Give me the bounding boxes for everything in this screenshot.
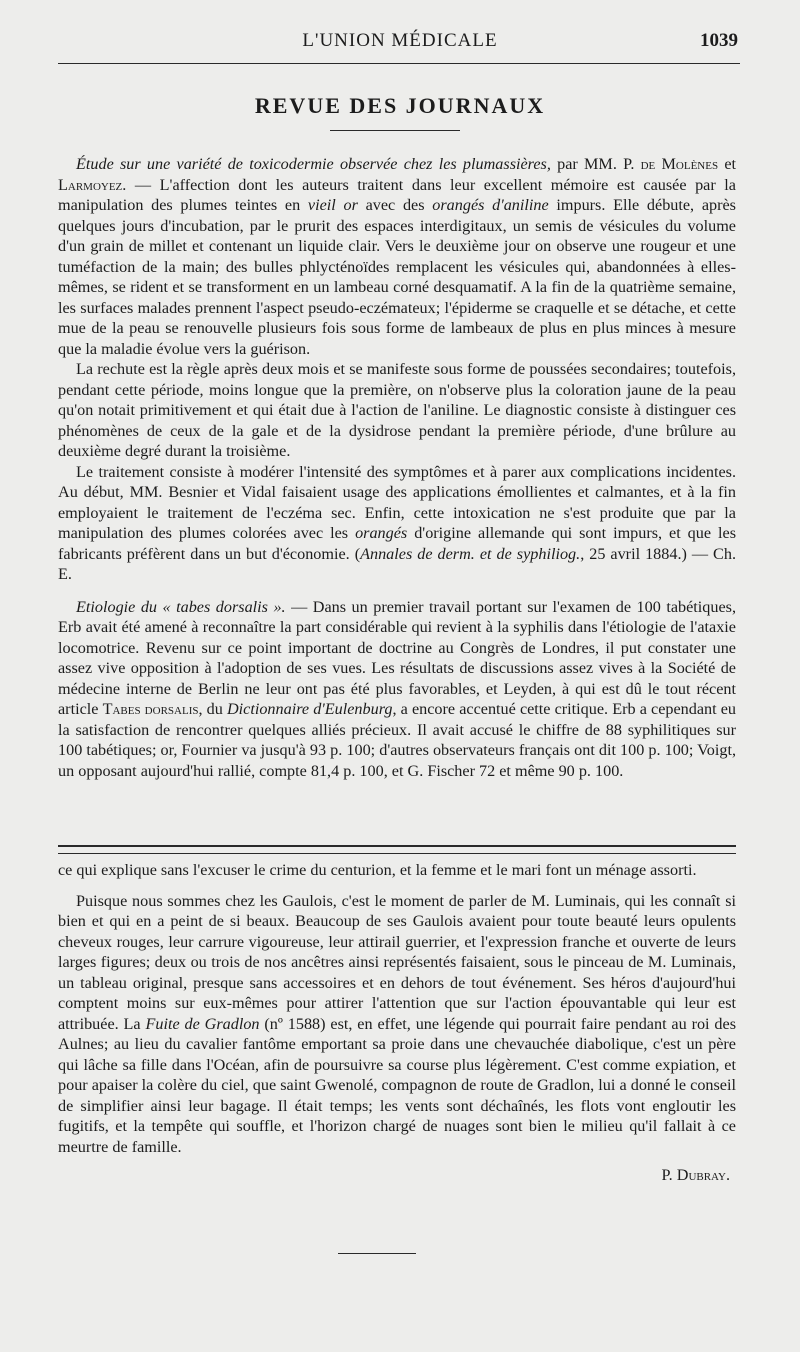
author-name: Larmoyez [58, 175, 123, 194]
citation: Dictionnaire d'Eulenburg [226, 700, 393, 718]
footer-rule [338, 1253, 416, 1254]
article1-paragraph3: Le traitement consiste à modérer l'intensité des symptômes et à parer aux complications incidentes. Au début, MM. Besnier et Vidal faisaient usage des applications émollientes et calmantes, et à la fin employaient le traitement de l'eczéma sec. Enfin, cette intoxication ne s'est produite que par la manipulation des plumes colorées avec les orangés d'origine allemande qui sont impurs, et que les fabricants préfèrent dans un but d'économie. (Annales de derm. et de syphiliog., 25 avril 1884.) — Ch. E. [58, 462, 736, 583]
header-rule [58, 63, 740, 64]
author-name: de Molènes [640, 155, 719, 173]
reviews-column [58, 154, 736, 781]
citation: Annales de derm. et de syphiliog. [360, 544, 581, 563]
article1-title: Étude sur une variété de toxicodermie observée chez les plumassières, [76, 155, 551, 173]
article1-paragraph1: Étude sur une variété de toxicodermie observée chez les plumassières, par MM. P. de Molènes et Larmoyez. — L'affection dont les auteurs traitent dans leur excellent mémoire est causée par la manipulation des plumes teintes en vieil or avec des orangés d'aniline impurs. Elle débute, après quelques jours d'incubation, par le prurit des espaces interdigitaux, un semis de vésicules du volume d'un grain de millet et contenant un liquide clair. Vers le deuxième jour on observe une rougeur et une tuméfaction de la main; des bulles phlycténoïdes remplacent les vésicules qui, abandonnées à elles-mêmes, se rident et se transforment en un lambeau corné desquamatif. A la fin de la quatrième semaine, les surfaces malades prennent l'aspect pseudo-eczémateux; l'épiderme se craquelle et se détache, et cette mue de la peau se renouvelle plusieurs fois sous forme de lambeaux de plus en plus minces à mesure que la maladie évolue vers la guérison. [58, 155, 736, 358]
signature: P. Dubray. [661, 1166, 730, 1184]
title-rule [330, 130, 460, 131]
article2-paragraph: Etiologie du « tabes dorsalis ». — Dans un premier travail portant sur l'examen de 100 tabétiques, Erb avait été amené à reconnaître la part considérable qui revient à la syphilis dans l'étiologie de l'ataxie locomotrice. Revenu sur ce point important de doctrine au Congrès de Londres, il put constater une assez vive opposition à l'adoption de ses vues. Les résultats de discussions assez vives à la Société de médecine interne de Berlin ne leur ont pas été plus favorables, et Leyden, à qui est dû le tout récent article Tabes dorsalis, du Dictionnaire d'Eulenburg, a encore accentué cette critique. Erb a cependant eu la satisfaction de rencontrer quelques alliés précieux. Il avait accusé le chiffre de 88 syphilitiques sur 100 tabétiques; or, Fournier va jusqu'à 93 p. 100; d'autres observateurs français ont dit 100 p. 100; Voigt, un opposant aujourd'hui rallié, compte 81,4 p. 100, et G. Fischer 72 et même 90 p. 100. [58, 597, 737, 780]
feuilleton-paragraph2: Puisque nous sommes chez les Gaulois, c'est le moment de parler de M. Luminais, qui les connaît si bien et qui en a peint de si beaux. Beaucoup de ses Gaulois avaient pour toute beauté leurs opulents cheveux rouges, leur carrure vigoureuse, leur attirail guerrier, et l'expression franche et ouverte de leurs larges figures; deux ou trois de nos ancêtres ainsi représentés faisaient, sous le pinceau de M. Luminais, un tableau original, presque sans accessoires et en dehors de tout événement. Ses héros d'aujourd'hui comptent moins sur eux-mêmes pour attirer l'attention que sur l'action épouvantable qui leur est attribuée. La Fuite de Gradlon (nº 1588) est, en effet, une légende qui pourrait faire pendant au roi des Aulnes; au lieu du cavalier fantôme emportant sa proie dans une chevauchée diabolique, c'est un père qui lâche sa fille dans l'Océan, afin de poursuivre sa course plus légèrement. C'est comme expiation, et pour apaiser la colère du ciel, que saint Gwenolé, compagnon de route de Gradlon, lui a donné le conseil de simplifier ainsi leur bagage. Il était temps; les vents sont déchaînés, les flots vont engloutir les fugitifs, et la tempête qui souffle, et l'horizon chargé de nuages sont bien le milieu qu'il fallait à ce meurtre de famille. [58, 891, 736, 1156]
feuilleton-separator [58, 845, 736, 854]
running-head [60, 30, 740, 60]
article1-paragraph2: La rechute est la règle après deux mois et se manifeste sous forme de poussées secondaires; toutefois, pendant cette période, moins longue que la première, on n'observe plus la coloration jaune de la peau qu'on notait primitivement et qui était due à l'action de l'aniline. Le diagnostic consiste à distinguer ces phénomènes de ceux de la gale et de la dysidrose pendant la première période, d'une brûlure au deuxième degré durant la troisième. [58, 360, 736, 460]
feuilleton-column [58, 860, 736, 1186]
feuilleton-paragraph1: ce qui explique sans l'excuser le crime du centurion, et la femme et le mari font un ménage assorti. [58, 861, 697, 879]
section-title: REVUE DES JOURNAUX [254, 93, 546, 118]
journal-title: L'UNION MÉDICALE [302, 30, 498, 51]
article2-title: Etiologie du « tabes dorsalis ». [76, 597, 286, 616]
page-number: 1039 [700, 30, 738, 51]
